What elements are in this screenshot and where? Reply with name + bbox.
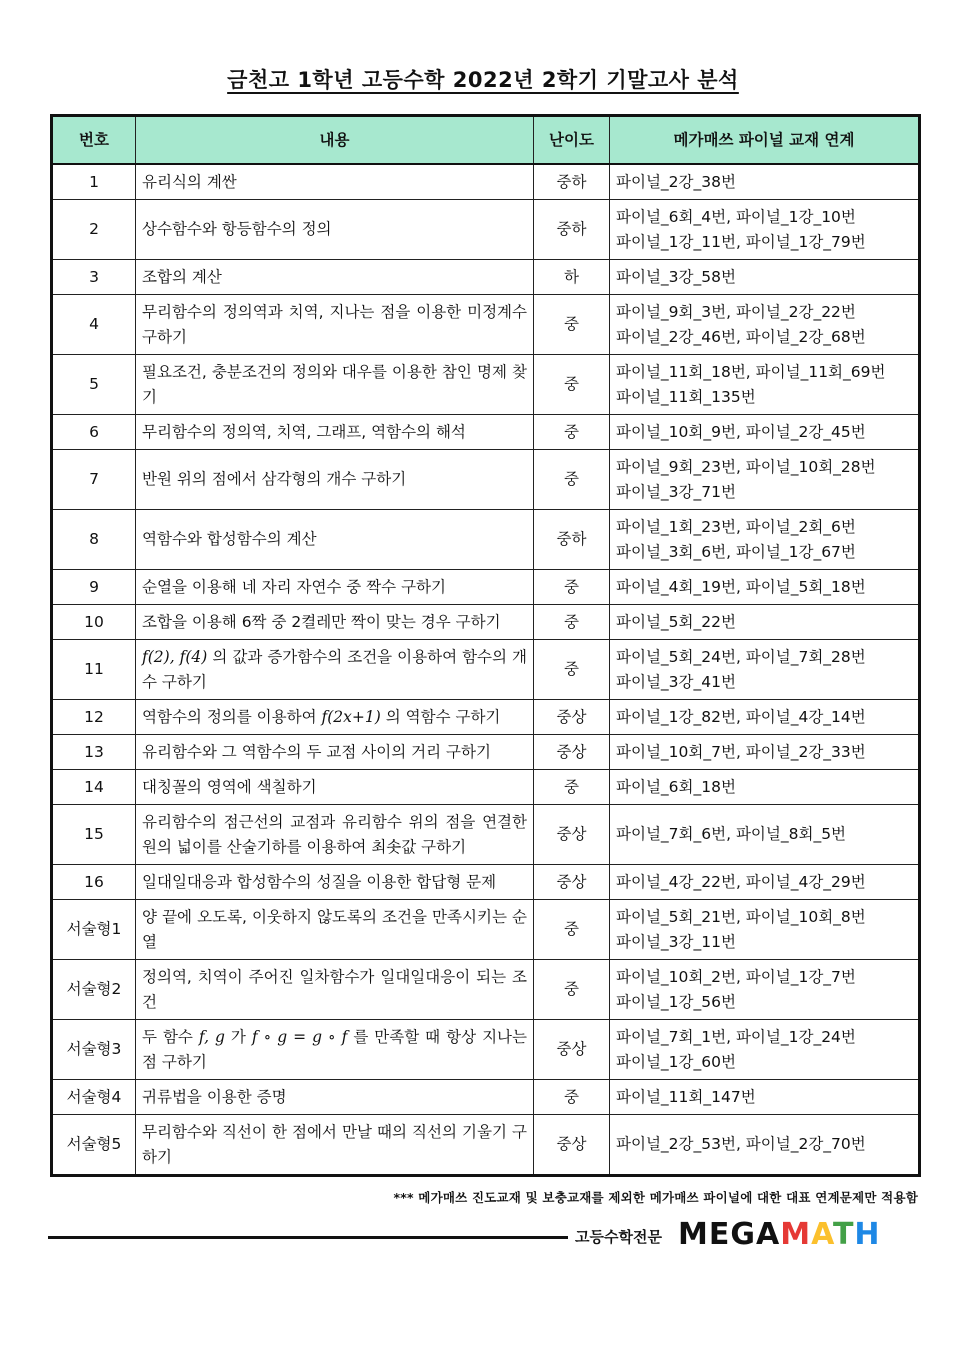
row-level: 중상 [534, 735, 610, 770]
row-content [136, 865, 534, 900]
table-row [52, 735, 920, 770]
header-content: 내용 [136, 116, 534, 165]
page-title: 금천고 1학년 고등수학 2022년 2학기 기말고사 분석 [227, 68, 739, 92]
row-content [136, 355, 534, 415]
row-content [136, 960, 534, 1020]
megamath-logo [678, 1219, 881, 1251]
math-expression: f, g [198, 1027, 225, 1046]
content-text: 두 함수 [142, 1027, 199, 1046]
row-links [610, 1080, 920, 1115]
link-line: 파이널_3강_71번 [616, 482, 736, 501]
row-links [610, 960, 920, 1020]
table-row [52, 770, 920, 805]
row-links [610, 805, 920, 865]
table-row [52, 415, 920, 450]
logo-letter: T [832, 1217, 855, 1252]
link-line: 파이널_2강_46번, 파이널_2강_68번 [616, 327, 866, 346]
row-content [136, 164, 534, 200]
row-level: 중상 [534, 1020, 610, 1080]
content-text: 의 값과 증가함수의 조건을 이용하여 함수의 개수 구하기 [142, 647, 527, 691]
footer-subtitle: 고등수학전문 [575, 1228, 662, 1246]
row-content [136, 605, 534, 640]
row-links [610, 640, 920, 700]
link-line: 파이널_3강_41번 [616, 672, 736, 691]
row-number: 16 [52, 865, 136, 900]
link-line: 파이널_9회_3번, 파이널_2강_22번 [616, 302, 856, 321]
content-text: 조합을 이용해 6짝 중 2켤레만 짝이 맞는 경우 구하기 [142, 612, 501, 631]
row-content [136, 510, 534, 570]
table-row [52, 1115, 920, 1176]
row-links [610, 605, 920, 640]
row-number: 3 [52, 260, 136, 295]
row-links [610, 1115, 920, 1176]
row-links [610, 295, 920, 355]
table-row [52, 1020, 920, 1080]
link-line: 파이널_6회_18번 [616, 777, 736, 796]
row-number: 11 [52, 640, 136, 700]
content-text: 대칭꼴의 영역에 색칠하기 [142, 777, 317, 796]
table-row [52, 865, 920, 900]
link-line: 파이널_3강_58번 [616, 267, 736, 286]
row-number: 9 [52, 570, 136, 605]
row-number: 4 [52, 295, 136, 355]
row-links [610, 355, 920, 415]
row-level: 중하 [534, 164, 610, 200]
row-links [610, 770, 920, 805]
row-content [136, 1020, 534, 1080]
content-text: 일대일대응과 합성함수의 성질을 이용한 합답형 문제 [142, 872, 497, 891]
row-level: 중 [534, 640, 610, 700]
row-links [610, 700, 920, 735]
content-text: 정의역, 치역이 주어진 일차함수가 일대일대응이 되는 조건 [142, 967, 527, 1011]
table-row [52, 900, 920, 960]
row-level: 중 [534, 415, 610, 450]
link-line: 파이널_2강_38번 [616, 172, 736, 191]
row-links [610, 260, 920, 295]
row-links [610, 200, 920, 260]
row-number: 14 [52, 770, 136, 805]
row-level: 중 [534, 960, 610, 1020]
row-number: 서술형3 [52, 1020, 136, 1080]
content-text: 조합의 계산 [142, 267, 222, 286]
logo-letter: G [730, 1217, 756, 1252]
logo-letter: M [678, 1217, 709, 1252]
table-row [52, 260, 920, 295]
table-row [52, 1080, 920, 1115]
row-links [610, 570, 920, 605]
link-line: 파이널_3강_11번 [616, 932, 736, 951]
row-links [610, 510, 920, 570]
row-number: 8 [52, 510, 136, 570]
link-line: 파이널_5회_24번, 파이널_7회_28번 [616, 647, 866, 666]
row-number: 5 [52, 355, 136, 415]
logo-letter: M [780, 1217, 812, 1252]
link-line: 파이널_1강_56번 [616, 992, 736, 1011]
math-expression: f(2), f(4) [142, 647, 208, 666]
table-body [52, 164, 920, 1176]
row-number: 7 [52, 450, 136, 510]
table-row [52, 700, 920, 735]
row-level: 중하 [534, 200, 610, 260]
content-text: 역함수와 합성함수의 계산 [142, 530, 317, 548]
row-links [610, 735, 920, 770]
row-number: 1 [52, 164, 136, 200]
content-text: 무리함수와 직선이 한 점에서 만날 때의 직선의 기울기 구하기 [142, 1122, 527, 1166]
content-text: 양 끝에 오도록, 이웃하지 않도록의 조건을 만족시키는 순열 [142, 907, 527, 951]
link-line: 파이널_4회_19번, 파이널_5회_18번 [616, 577, 866, 596]
link-line: 파이널_10회_7번, 파이널_2강_33번 [616, 742, 866, 761]
row-level: 중 [534, 605, 610, 640]
row-number: 2 [52, 200, 136, 260]
row-content [136, 200, 534, 260]
row-number: 13 [52, 735, 136, 770]
link-line: 파이널_1회_23번, 파이널_2회_6번 [616, 517, 856, 536]
row-content [136, 805, 534, 865]
content-text: 유리식의 계싼 [142, 172, 237, 191]
logo-letter: H [854, 1217, 881, 1252]
content-text: 가 [224, 1027, 252, 1046]
row-level: 중상 [534, 805, 610, 865]
link-line: 파이널_10회_2번, 파이널_1강_7번 [616, 967, 856, 986]
row-links [610, 415, 920, 450]
row-level: 중상 [534, 1115, 610, 1176]
row-level: 하 [534, 260, 610, 295]
link-line: 파이널_5회_21번, 파이널_10회_8번 [616, 907, 866, 926]
row-level: 중 [534, 570, 610, 605]
content-text: 반원 위의 점에서 삼각형의 개수 구하기 [142, 470, 407, 488]
row-level: 중 [534, 770, 610, 805]
row-links [610, 164, 920, 200]
content-text: 상수함수와 항등함수의 정의 [142, 220, 332, 238]
content-text: 유리함수와 그 역함수의 두 교점 사이의 거리 구하기 [142, 742, 491, 761]
table-header-row [52, 116, 920, 165]
content-text: 역함수의 정의를 이용하여 [142, 707, 322, 726]
link-line: 파이널_3회_6번, 파이널_1강_67번 [616, 542, 856, 561]
header-num: 번호 [52, 116, 136, 165]
link-line: 파이널_10회_9번, 파이널_2강_45번 [616, 422, 866, 441]
footnote: *** 메가매쓰 진도교재 및 보충교재를 제외한 메가매쓰 파이널에 대한 대표 연계문제만 적용함 [393, 1190, 918, 1205]
table-row [52, 295, 920, 355]
link-line: 파이널_1강_60번 [616, 1052, 736, 1071]
content-text: 의 역함수 구하기 [380, 707, 501, 726]
logo-letter: A [811, 1217, 833, 1252]
table-row [52, 605, 920, 640]
row-links [610, 1020, 920, 1080]
link-line: 파이널_4강_22번, 파이널_4강_29번 [616, 872, 866, 891]
row-level: 중상 [534, 865, 610, 900]
header-link: 메가매쓰 파이널 교재 연계 [610, 116, 920, 165]
content-text: 를 만족할 때 항상 지나는 점 구하기 [142, 1027, 527, 1071]
table-row [52, 510, 920, 570]
table-row [52, 355, 920, 415]
footer-rule [48, 1236, 568, 1239]
row-level: 중하 [534, 510, 610, 570]
row-content [136, 450, 534, 510]
table-row [52, 200, 920, 260]
row-level: 중 [534, 450, 610, 510]
row-content [136, 735, 534, 770]
analysis-table [50, 114, 921, 1177]
row-links [610, 450, 920, 510]
row-content [136, 260, 534, 295]
row-level: 중 [534, 1080, 610, 1115]
table-row [52, 570, 920, 605]
row-number: 10 [52, 605, 136, 640]
content-text: 필요조건, 충분조건의 정의와 대우를 이용한 참인 명제 찾기 [142, 362, 527, 406]
table-row [52, 960, 920, 1020]
link-line: 파이널_7회_1번, 파이널_1강_24번 [616, 1027, 856, 1046]
math-expression: f ∘ g = g ∘ f [251, 1027, 348, 1046]
row-level: 중 [534, 295, 610, 355]
row-content [136, 415, 534, 450]
row-content [136, 640, 534, 700]
content-text: 순열을 이용해 네 자리 자연수 중 짝수 구하기 [142, 577, 447, 596]
row-content [136, 900, 534, 960]
link-line: 파이널_7회_6번, 파이널_8회_5번 [616, 825, 847, 843]
row-number: 15 [52, 805, 136, 865]
content-text: 무리함수의 정의역과 치역, 지나는 점을 이용한 미정계수 구하기 [142, 302, 527, 346]
row-content [136, 770, 534, 805]
row-number: 서술형4 [52, 1080, 136, 1115]
link-line: 파이널_9회_23번, 파이널_10회_28번 [616, 457, 876, 476]
link-line: 파이널_11회_135번 [616, 387, 756, 406]
math-expression: f(2x+1) [321, 707, 381, 726]
content-text: 유리함수의 점근선의 교점과 유리함수 위의 점을 연결한 원의 넓이를 산술기하를 이용하여 최솟값 구하기 [142, 812, 527, 856]
row-level: 중상 [534, 700, 610, 735]
link-line: 파이널_1강_82번, 파이널_4강_14번 [616, 707, 866, 726]
link-line: 파이널_11회_147번 [616, 1087, 756, 1106]
row-level: 중 [534, 355, 610, 415]
row-links [610, 865, 920, 900]
header-level: 난이도 [534, 116, 610, 165]
logo-letter: A [755, 1217, 781, 1252]
row-content [136, 295, 534, 355]
row-number: 6 [52, 415, 136, 450]
row-number: 서술형1 [52, 900, 136, 960]
table-row [52, 450, 920, 510]
row-content [136, 700, 534, 735]
table-row [52, 805, 920, 865]
link-line: 파이널_1강_11번, 파이널_1강_79번 [616, 232, 866, 251]
row-links [610, 900, 920, 960]
link-line: 파이널_2강_53번, 파이널_2강_70번 [616, 1135, 866, 1153]
row-number: 서술형2 [52, 960, 136, 1020]
content-text: 귀류법을 이용한 증명 [142, 1087, 287, 1106]
link-line: 파이널_5회_22번 [616, 612, 736, 631]
link-line: 파이널_6회_4번, 파이널_1강_10번 [616, 207, 856, 226]
table-row [52, 640, 920, 700]
row-content [136, 570, 534, 605]
row-content [136, 1115, 534, 1176]
row-number: 서술형5 [52, 1115, 136, 1176]
link-line: 파이널_11회_18번, 파이널_11회_69번 [616, 362, 886, 381]
logo-letter: E [708, 1217, 731, 1252]
row-content [136, 1080, 534, 1115]
row-level: 중 [534, 900, 610, 960]
row-number: 12 [52, 700, 136, 735]
table-row [52, 164, 920, 200]
content-text: 무리함수의 정의역, 치역, 그래프, 역함수의 해석 [142, 422, 466, 441]
